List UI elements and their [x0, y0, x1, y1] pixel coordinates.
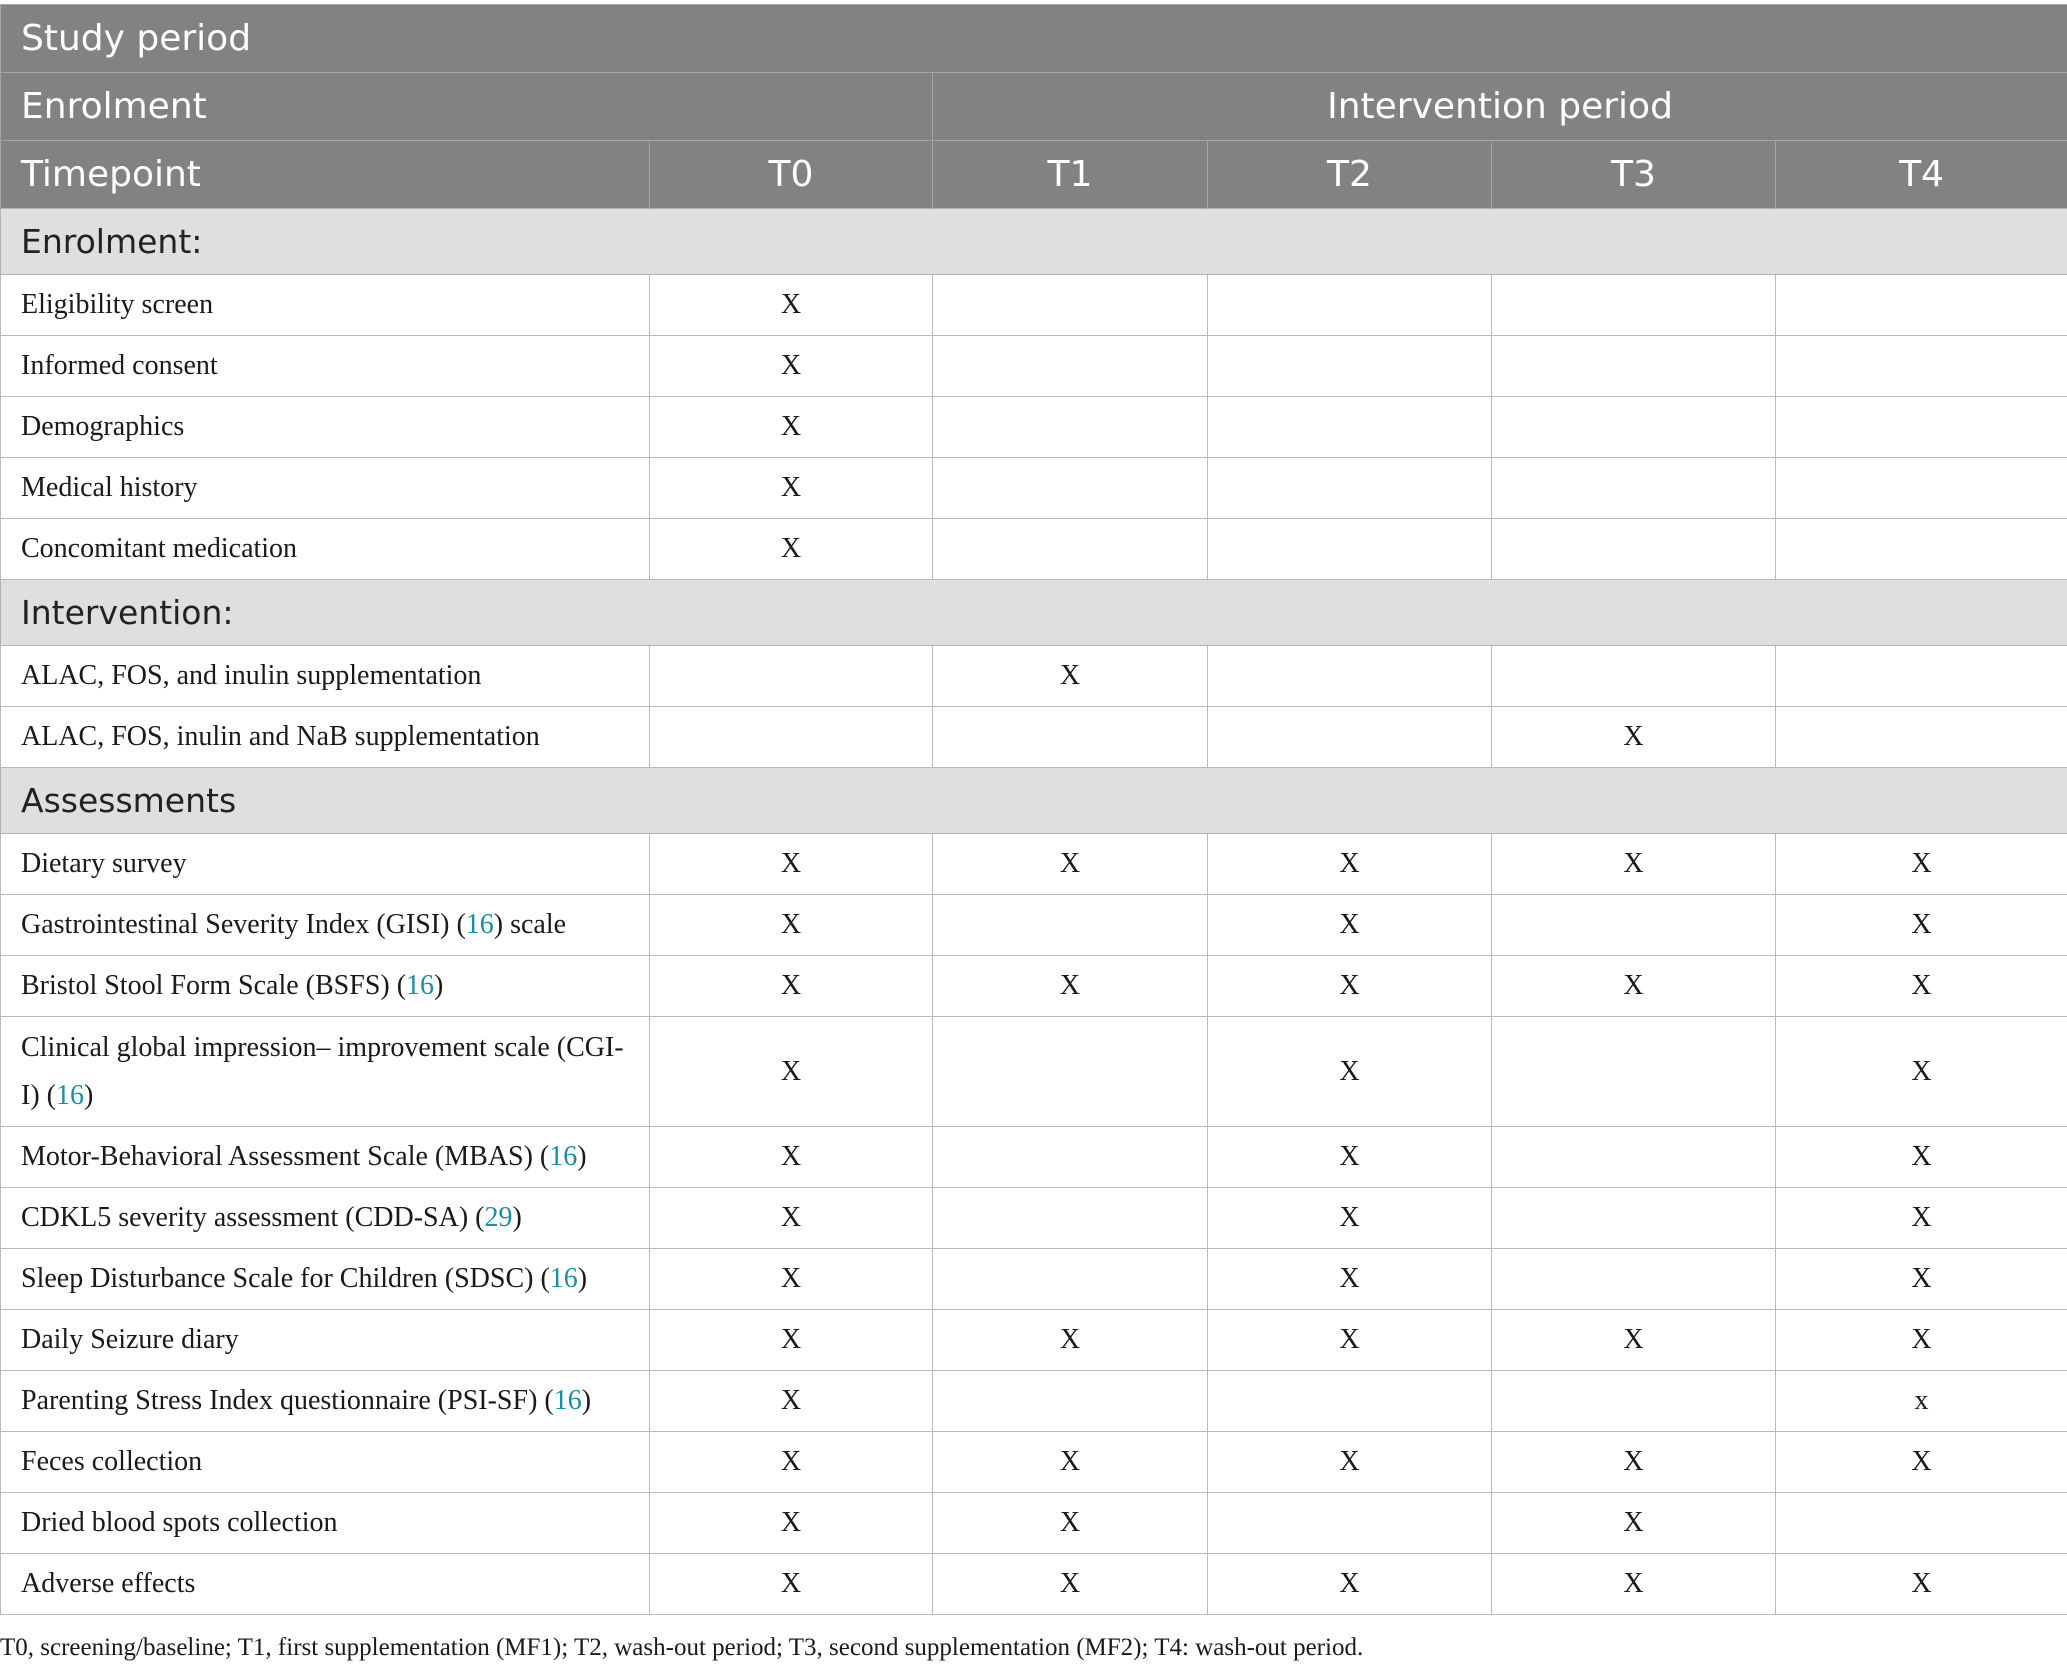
column-header-t2: T2: [1208, 141, 1492, 209]
mark-cell-t0: X: [650, 1493, 933, 1554]
mark-cell-t2: [1208, 707, 1492, 768]
row-label-suffix: ): [512, 1202, 522, 1233]
mark-cell-t0: [650, 646, 933, 707]
table-row: [1, 275, 2067, 336]
mark-cell-t2: [1208, 275, 1492, 336]
row-label-text: Parenting Stress Index questionnaire (PSI-SF) (: [21, 1385, 554, 1416]
mark-cell-t3: [1492, 1017, 1776, 1127]
row-label: [1, 707, 650, 768]
row-label: [1, 1017, 650, 1127]
section-title: Enrolment:: [1, 209, 2067, 275]
intervention-period-header: Intervention period: [933, 73, 2067, 141]
mark-cell-t2: X: [1208, 834, 1492, 895]
mark-cell-t1: [933, 397, 1208, 458]
mark-cell-t3: [1492, 1249, 1776, 1310]
header-row-study-period: [1, 5, 2067, 73]
mark-cell-t2: [1208, 1371, 1492, 1432]
row-label-text: Concomitant medication: [21, 533, 298, 564]
mark-cell-t2: X: [1208, 956, 1492, 1017]
header-row-enrolment: [1, 73, 2067, 141]
mark-cell-t3: [1492, 895, 1776, 956]
row-label-text: Informed consent: [21, 350, 218, 381]
section-header-row: [1, 768, 2067, 834]
row-label: [1, 1493, 650, 1554]
row-label: [1, 895, 650, 956]
row-label-suffix: ): [83, 1079, 94, 1111]
row-label-text: ALAC, FOS, inulin and NaB supplementation: [21, 721, 540, 752]
table-row: [1, 458, 2067, 519]
mark-cell-t2: [1208, 336, 1492, 397]
mark-cell-t0: X: [650, 1554, 933, 1615]
mark-cell-t2: [1208, 646, 1492, 707]
mark-cell-t1: [933, 1371, 1208, 1432]
mark-cell-t0: X: [650, 275, 933, 336]
mark-cell-t2: X: [1208, 1432, 1492, 1493]
mark-cell-t2: [1208, 519, 1492, 580]
mark-cell-t2: [1208, 397, 1492, 458]
column-header-t4: T4: [1776, 141, 2067, 209]
row-label: [1, 397, 650, 458]
mark-cell-t4: [1776, 1493, 2067, 1554]
reference-link[interactable]: 16: [549, 1141, 578, 1172]
row-label: [1, 458, 650, 519]
mark-cell-t1: X: [933, 1310, 1208, 1371]
table-row: [1, 956, 2067, 1017]
row-label-text: Motor-Behavioral Assessment Scale (MBAS) (: [21, 1141, 550, 1172]
mark-cell-t3: X: [1492, 956, 1776, 1017]
mark-cell-t3: X: [1492, 1554, 1776, 1615]
mark-cell-t0: X: [650, 1249, 933, 1310]
mark-cell-t1: [933, 1188, 1208, 1249]
column-header-t0: T0: [650, 141, 933, 209]
row-label-suffix: ): [577, 1141, 587, 1172]
mark-cell-t4: X: [1776, 956, 2067, 1017]
row-label: [1, 1188, 650, 1249]
mark-cell-t1: [933, 1127, 1208, 1188]
table-row: [1, 1371, 2067, 1432]
mark-cell-t1: [933, 1017, 1208, 1127]
mark-cell-t3: [1492, 519, 1776, 580]
table-row: [1, 646, 2067, 707]
row-label-text: Clinical global impression– improvement scale (CGI-I) (: [21, 1031, 624, 1111]
column-header-t1: T1: [933, 141, 1208, 209]
row-label-text: Eligibility screen: [21, 289, 214, 320]
row-label-text: Bristol Stool Form Scale (BSFS) (: [21, 970, 407, 1001]
mark-cell-t3: X: [1492, 834, 1776, 895]
reference-link[interactable]: 16: [406, 970, 435, 1001]
mark-cell-t1: [933, 895, 1208, 956]
table-row: [1, 1188, 2067, 1249]
row-label-text: Demographics: [21, 411, 185, 442]
reference-link[interactable]: 16: [55, 1079, 84, 1111]
row-label: [1, 275, 650, 336]
mark-cell-t3: X: [1492, 1432, 1776, 1493]
mark-cell-t3: X: [1492, 707, 1776, 768]
row-label-text: CDKL5 severity assessment (CDD-SA) (: [21, 1202, 485, 1233]
mark-cell-t2: X: [1208, 1127, 1492, 1188]
mark-cell-t4: X: [1776, 1310, 2067, 1371]
mark-cell-t1: [933, 707, 1208, 768]
table-row: [1, 397, 2067, 458]
section-header-row: [1, 209, 2067, 275]
row-label-text: Sleep Disturbance Scale for Children (SDSC) (: [21, 1263, 550, 1294]
mark-cell-t1: [933, 458, 1208, 519]
mark-cell-t1: X: [933, 646, 1208, 707]
reference-link[interactable]: 16: [549, 1263, 578, 1294]
mark-cell-t4: X: [1776, 1127, 2067, 1188]
row-label-text: Feces collection: [21, 1446, 203, 1477]
header-row-timepoint: [1, 141, 2067, 209]
mark-cell-t0: [650, 707, 933, 768]
mark-cell-t1: [933, 336, 1208, 397]
row-label-text: Daily Seizure diary: [21, 1324, 239, 1355]
study-period-header: Study period: [1, 5, 2067, 73]
section-header-row: [1, 580, 2067, 646]
mark-cell-t4: [1776, 275, 2067, 336]
row-label: [1, 1127, 650, 1188]
mark-cell-t1: [933, 1249, 1208, 1310]
mark-cell-t0: X: [650, 834, 933, 895]
mark-cell-t0: X: [650, 1127, 933, 1188]
row-label-suffix: ): [577, 1263, 588, 1294]
row-label: [1, 1310, 650, 1371]
row-label: [1, 956, 650, 1017]
mark-cell-t0: X: [650, 519, 933, 580]
mark-cell-t2: X: [1208, 1554, 1492, 1615]
mark-cell-t4: X: [1776, 1188, 2067, 1249]
row-label-text: Dietary survey: [21, 848, 187, 879]
row-label-text: Gastrointestinal Severity Index (GISI) (: [21, 909, 466, 940]
mark-cell-t2: X: [1208, 895, 1492, 956]
table-row: [1, 1017, 2067, 1127]
mark-cell-t1: X: [933, 834, 1208, 895]
mark-cell-t3: [1492, 397, 1776, 458]
row-label-suffix: ): [581, 1385, 592, 1416]
mark-cell-t4: [1776, 519, 2067, 580]
table-row: [1, 1127, 2067, 1188]
section-title: Intervention:: [1, 580, 2067, 646]
mark-cell-t3: [1492, 458, 1776, 519]
mark-cell-t2: X: [1208, 1249, 1492, 1310]
table-row: [1, 834, 2067, 895]
table-row: [1, 336, 2067, 397]
mark-cell-t1: X: [933, 1554, 1208, 1615]
mark-cell-t0: X: [650, 1371, 933, 1432]
mark-cell-t0: X: [650, 895, 933, 956]
mark-cell-t0: X: [650, 1432, 933, 1493]
mark-cell-t4: X: [1776, 1554, 2067, 1615]
mark-cell-t4: x: [1776, 1371, 2067, 1432]
row-label-suffix: ) scale: [493, 909, 567, 940]
mark-cell-t2: X: [1208, 1017, 1492, 1127]
mark-cell-t0: X: [650, 1310, 933, 1371]
mark-cell-t2: X: [1208, 1188, 1492, 1249]
mark-cell-t4: [1776, 458, 2067, 519]
mark-cell-t1: [933, 519, 1208, 580]
mark-cell-t3: [1492, 336, 1776, 397]
reference-link[interactable]: 16: [553, 1385, 582, 1416]
column-header-t3: T3: [1492, 141, 1776, 209]
section-title: Assessments: [1, 768, 2067, 834]
mark-cell-t1: [933, 275, 1208, 336]
mark-cell-t0: X: [650, 397, 933, 458]
table-row: [1, 1554, 2067, 1615]
table-row: [1, 1493, 2067, 1554]
mark-cell-t1: X: [933, 1432, 1208, 1493]
row-label: [1, 1432, 650, 1493]
row-label-text: ALAC, FOS, and inulin supplementation: [21, 660, 482, 691]
mark-cell-t3: X: [1492, 1493, 1776, 1554]
table-row: [1, 895, 2067, 956]
table-row: [1, 1249, 2067, 1310]
table-footnote: T0, screening/baseline; T1, first supplementation (MF1); T2, wash-out period; T3, second supplementation (MF2); T4: wash-out period.: [0, 1634, 1364, 1661]
mark-cell-t3: [1492, 646, 1776, 707]
mark-cell-t3: [1492, 275, 1776, 336]
row-label: [1, 646, 650, 707]
table-row: [1, 1432, 2067, 1493]
schedule-table-container: [0, 4, 2067, 1615]
mark-cell-t1: X: [933, 956, 1208, 1017]
mark-cell-t4: X: [1776, 895, 2067, 956]
table-row: [1, 1310, 2067, 1371]
mark-cell-t0: X: [650, 1017, 933, 1127]
row-label: [1, 1554, 650, 1615]
row-label-text: Dried blood spots collection: [21, 1507, 338, 1538]
row-label: [1, 1249, 650, 1310]
row-label-text: Medical history: [21, 472, 198, 503]
mark-cell-t1: X: [933, 1493, 1208, 1554]
mark-cell-t4: X: [1776, 834, 2067, 895]
row-label-suffix: ): [434, 970, 444, 1001]
mark-cell-t0: X: [650, 956, 933, 1017]
mark-cell-t3: [1492, 1127, 1776, 1188]
mark-cell-t4: X: [1776, 1432, 2067, 1493]
mark-cell-t4: X: [1776, 1249, 2067, 1310]
mark-cell-t0: X: [650, 336, 933, 397]
table-row: [1, 519, 2067, 580]
timepoint-header: Timepoint: [1, 141, 650, 209]
reference-link[interactable]: 29: [484, 1202, 513, 1233]
mark-cell-t4: [1776, 707, 2067, 768]
mark-cell-t2: [1208, 458, 1492, 519]
row-label-text: Adverse effects: [21, 1568, 196, 1599]
schedule-table: [0, 4, 2067, 1615]
mark-cell-t4: [1776, 336, 2067, 397]
mark-cell-t3: X: [1492, 1310, 1776, 1371]
row-label: [1, 519, 650, 580]
reference-link[interactable]: 16: [465, 909, 494, 940]
row-label: [1, 1371, 650, 1432]
row-label: [1, 336, 650, 397]
mark-cell-t2: [1208, 1493, 1492, 1554]
mark-cell-t4: [1776, 646, 2067, 707]
mark-cell-t3: [1492, 1371, 1776, 1432]
mark-cell-t0: X: [650, 1188, 933, 1249]
table-row: [1, 707, 2067, 768]
mark-cell-t4: X: [1776, 1017, 2067, 1127]
mark-cell-t2: X: [1208, 1310, 1492, 1371]
enrolment-header: Enrolment: [1, 73, 933, 141]
mark-cell-t0: X: [650, 458, 933, 519]
mark-cell-t4: [1776, 397, 2067, 458]
mark-cell-t3: [1492, 1188, 1776, 1249]
row-label: [1, 834, 650, 895]
